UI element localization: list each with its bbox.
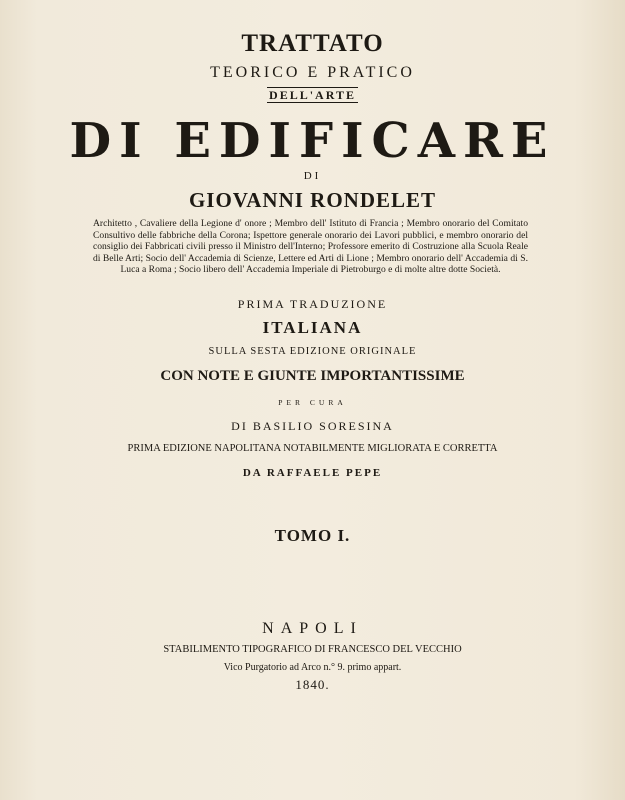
- title-line-1: TRATTATO: [241, 30, 384, 57]
- translation-line-2: ITALIANA: [262, 318, 363, 337]
- year-label: 1840.: [295, 677, 330, 692]
- printer-line: STABILIMENTO TIPOGRAFICO DI FRANCESCO DEL VECCHIO: [163, 644, 462, 655]
- main-title: DI EDIFICARE: [69, 113, 556, 169]
- editor-line: DI BASILIO SORESINA: [231, 419, 394, 433]
- by-label: DI: [303, 170, 322, 182]
- city-label: NAPOLI: [262, 620, 363, 637]
- address-line: Vico Purgatorio ad Arco n.° 9. primo appart.: [223, 662, 402, 673]
- title-line-3-text: DELL'ARTE: [269, 88, 356, 102]
- translation-line-3: SULLA SESTA EDIZIONE ORIGINALE: [208, 346, 417, 357]
- translation-line-1: PRIMA TRADUZIONE: [237, 297, 388, 311]
- per-cura-line: PER CURA: [278, 398, 347, 407]
- author-name: GIOVANNI RONDELET: [188, 188, 437, 212]
- author-credentials: Architetto , Cavaliere della Legione d' onore ; Membro dell' Istituto di Francia ; Membro onorario del Comitato Consultivo delle fabbriche della Corona; Ispettore generale onorario dei Lavori pubblici, e membro onorario del consiglio dei Fabbricati civili presso il Ministro dell'Interno; Professore emerito di Costruzione alla Scuola Reale di Belle Arti; Socio dell' Accademia di Scienze, Lettere ed Arti di Lione ; Membro onorario dell' Accademia di S. Luca a Roma ; Socio libero dell' Accademia Imperiale di Pietroburgo e di molte altre dotte Società.: [93, 218, 528, 276]
- corrector-line: DA RAFFAELE PEPE: [242, 467, 383, 479]
- volume-label: TOMO I.: [274, 526, 351, 545]
- edition-line: PRIMA EDIZIONE NAPOLITANA NOTABILMENTE MIGLIORATA E CORRETTA: [127, 443, 498, 454]
- notes-line: CON NOTE E GIUNTE IMPORTANTISSIME: [160, 368, 465, 384]
- title-line-2: TEORICO E PRATICO: [210, 64, 415, 81]
- title-line-3: [0, 88, 625, 103]
